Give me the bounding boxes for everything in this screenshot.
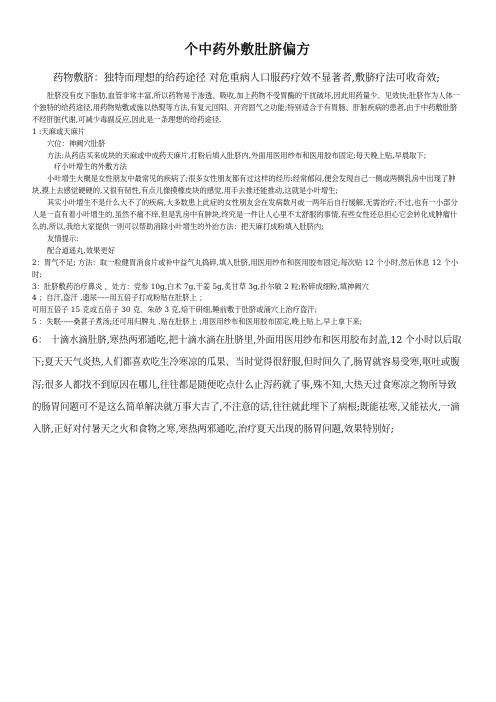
paragraph-remedy-6: 6： 十滴水滴肚脐,寒热两邪通吃,把十滴水滴在肚脐里,外面用医用纱布和医用胶布封盖,12 个小时以后取下;夏天天气炎热,人们都喜欢吃生冷寒凉的瓜果、当时觉得很舒服,但时间久了,肠胃就容易受寒,呕吐或腹泻;很多人都找不到原因在哪儿,往往都是随便吃点什么止泻药就了事,殊不知,大热天过食寒凉之物所导致的肠胃问题可不是这么简单解决就万事大吉了,不注意的话,往往就此埋下了病根;既能祛寒,又能祛火,一滴入脐,正好对付暑天之火和食物之寒,寒热两邪通吃,治疗夏天出现的肠胃问题,效果特别好; (32, 335, 462, 436)
paragraph: 疗小叶增生的外敷方法 (54, 162, 127, 172)
paragraph: 穴位：神阙穴肚脐 (47, 138, 106, 148)
intro-paragraph (32, 68, 463, 89)
paragraph: 小叶增生大概是女性朋友中最常见的疾病了;很多女性朋友都有过这样的经历:经常郁闷,便会发现自己一侧或两侧乳房中出现了肿块,摸上去感觉硬硬的,又很有韧性,有点儿像摸橡皮块的感觉,用手去推还能推动,这就是小叶增生; (32, 174, 456, 196)
paragraph: 方法:从药店买来成块的天麻或中成药天麻片,打粉后填入肚脐内,外面用医用纱布和医用胶布固定;每天晚上贴,早晨取下; (47, 150, 427, 160)
small-text-block (32, 90, 463, 328)
paragraph: 友情提示: (47, 233, 79, 243)
paragraph: 肚脐没有皮下脂肪,血管非常丰富,所以药物易于渗透、吸收,加上药物不受胃酶的干扰破坏,因此用药量少、见效快;肚脐作为人体一个独特的给药途径,用药物贴敷或施以热熨等方法,有复元回阳、开窍固气之功能;特别适合于有胃肠、肝脏疾病的患者,由于中药敷肚脐不经肝脏代谢,可减少毒副反应,因此是一条理想的给药途径. (32, 91, 461, 124)
paragraph: 配合道遥丸,效果更好 (47, 245, 115, 255)
page-title: 个中药外敷肚脐偏方 (184, 42, 311, 58)
paragraph: 5 ：失眠-----桑葚子煮汤;还可用归脾丸 ,贴在肚脐上 ;用医用纱布和医用胶布固定,晚上贴上,早上拿下来; (32, 317, 363, 327)
paragraph: 3：肚脐敷药治疗鼻炎 ，处方：党参 10g,白术 7g,干姜 5g,炙甘草 3g,扑尔敏 2 粒;粉碎成细粉,填神阙穴 (32, 281, 369, 291)
paragraph: 4 ；自汗,盗汗 ,遗尿-----用五倍子打成粉贴在肚脐上 ； (32, 293, 207, 303)
paragraph: 其实小叶增生不是什么大不了的疾病,大多数患上此症的女性朋友会在发病数月或一两年后自行缓解,无需治疗;不过,也有一小部分人是一直有着小叶增生的,虽然不痛不痒,但是乳房中有肿块,终究是一件让人心里不太舒服的事情,有些女性还总担心它会转化成肿瘤什么的,所以,我给大家提供一则可以帮助消除小叶增生的外治方法：把天麻打成粉填入肚脐内; (32, 198, 458, 231)
paragraph: 1 :天麻或天麻片 (32, 126, 86, 136)
paragraph: 2：胃气不足; 方法：取一粒健胃消食片或补中益气丸捣碎,填入肚脐,用医用纱布和医用胶布固定;每次贴 12 个小时,然后休息 12 个小时; (32, 257, 459, 279)
intro-text: 药物敷脐：独特而理想的给药途径 对危重病人口服药疗效不显著者,敷脐疗法可收奇效; (53, 73, 440, 84)
paragraph: 可用五倍子 15 克或五倍子 30 克、朱砂 3 克,焙干研细,睡前敷于肚脐或涌穴上治疗盗汗; (32, 305, 318, 315)
